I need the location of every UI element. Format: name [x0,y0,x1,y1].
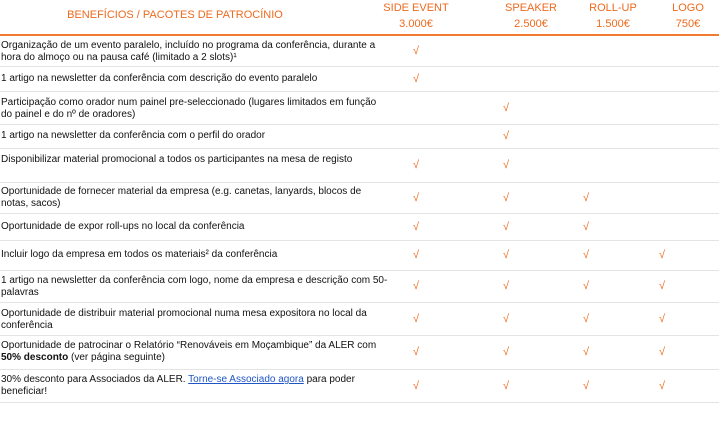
package-price: 2.500€ [514,18,548,30]
check-mark: √ [412,192,420,204]
check-mark: √ [412,221,420,233]
check-mark: √ [502,159,510,171]
benefit-row [0,125,719,149]
check-mark: √ [412,45,420,57]
package-name: SPEAKER [505,2,557,14]
become-member-link[interactable]: Torne-se Associado agora [188,374,304,385]
check-mark: √ [658,380,666,392]
benefit-row [0,36,719,67]
benefit-text-part: Oportunidade de patrocinar o Relatório “Renováveis em Moçambique” da ALER com [1,340,377,351]
check-mark: √ [502,313,510,325]
check-mark: √ [502,130,510,142]
check-mark: √ [412,249,420,261]
benefit-text: Incluir logo da empresa em todos os materiais² da conferência [1,249,278,260]
table-header [0,0,719,36]
check-mark: √ [412,280,420,292]
check-mark: √ [502,192,510,204]
benefits-header-title: BENEFÍCIOS / PACOTES DE PATROCÍNIO [67,9,283,21]
benefit-text-part: para poder beneficiar! [1,374,355,397]
benefit-text-part: 30% desconto para Associados da ALER. [1,374,189,385]
benefit-rows [0,36,719,403]
check-mark: √ [502,102,510,114]
check-mark: √ [412,73,420,85]
check-mark: √ [502,221,510,233]
benefit-row [0,370,719,403]
discount-highlight: 50% desconto [1,352,69,363]
benefit-row [0,241,719,271]
check-mark: √ [658,249,666,261]
check-mark: √ [412,313,420,325]
check-mark: √ [582,280,590,292]
benefit-row [0,214,719,241]
benefit-text: Disponibilizar material promocional a todos os participantes na mesa de registo [1,154,353,165]
check-mark: √ [582,346,590,358]
check-mark: √ [582,380,590,392]
check-mark: √ [582,221,590,233]
check-mark: √ [412,159,420,171]
benefit-row [0,149,719,183]
benefit-text [1,374,389,398]
package-price: 750€ [675,18,701,30]
benefit-row [0,303,719,336]
package-price: 1.500€ [596,18,630,30]
package-name: LOGO [672,2,704,14]
check-mark: √ [502,346,510,358]
package-speaker-header [491,0,571,32]
check-mark: √ [502,280,510,292]
benefit-text: Oportunidade de fornecer material da empresa (e.g. canetas, lanyards, blocos de notas, sacos) [1,186,362,209]
benefit-text-part: (ver página seguinte) [68,352,165,363]
benefit-text: 1 artigo na newsletter da conferência com logo, nome da empresa e descrição com 50-palavras [1,275,388,298]
check-mark: √ [502,249,510,261]
check-mark: √ [582,249,590,261]
package-side-event-header [376,0,456,32]
benefit-text: 1 artigo na newsletter da conferência com descrição do evento paralelo [1,73,318,84]
check-mark: √ [412,346,420,358]
package-logo-header [648,0,719,32]
benefit-text: Oportunidade de expor roll-ups no local da conferência [1,221,245,232]
check-mark: √ [658,346,666,358]
benefit-text: Organização de um evento paralelo, incluído no programa da conferência, durante a hora do almoço ou na pausa café (limitado a 2 slots)¹ [1,40,376,63]
benefit-text: 1 artigo na newsletter da conferência com o perfil do orador [1,130,266,141]
package-roll-up-header [573,0,653,32]
benefit-text: Oportunidade de distribuir material promocional numa mesa expositora no local da conferência [1,308,367,331]
benefit-row [0,271,719,303]
check-mark: √ [502,380,510,392]
benefit-row [0,67,719,92]
package-price: 3.000€ [399,18,433,30]
benefit-row [0,336,719,370]
benefit-row [0,92,719,125]
check-mark: √ [582,192,590,204]
benefit-text: Participação como orador num painel pre-seleccionado (lugares limitados em função do painel e do nº de oradores) [1,97,377,120]
check-mark: √ [412,380,420,392]
check-mark: √ [658,313,666,325]
benefit-text [1,340,389,364]
check-mark: √ [658,280,666,292]
package-name: ROLL-UP [589,2,637,14]
benefit-row [0,183,719,214]
package-name: SIDE EVENT [383,2,449,14]
check-mark: √ [582,313,590,325]
